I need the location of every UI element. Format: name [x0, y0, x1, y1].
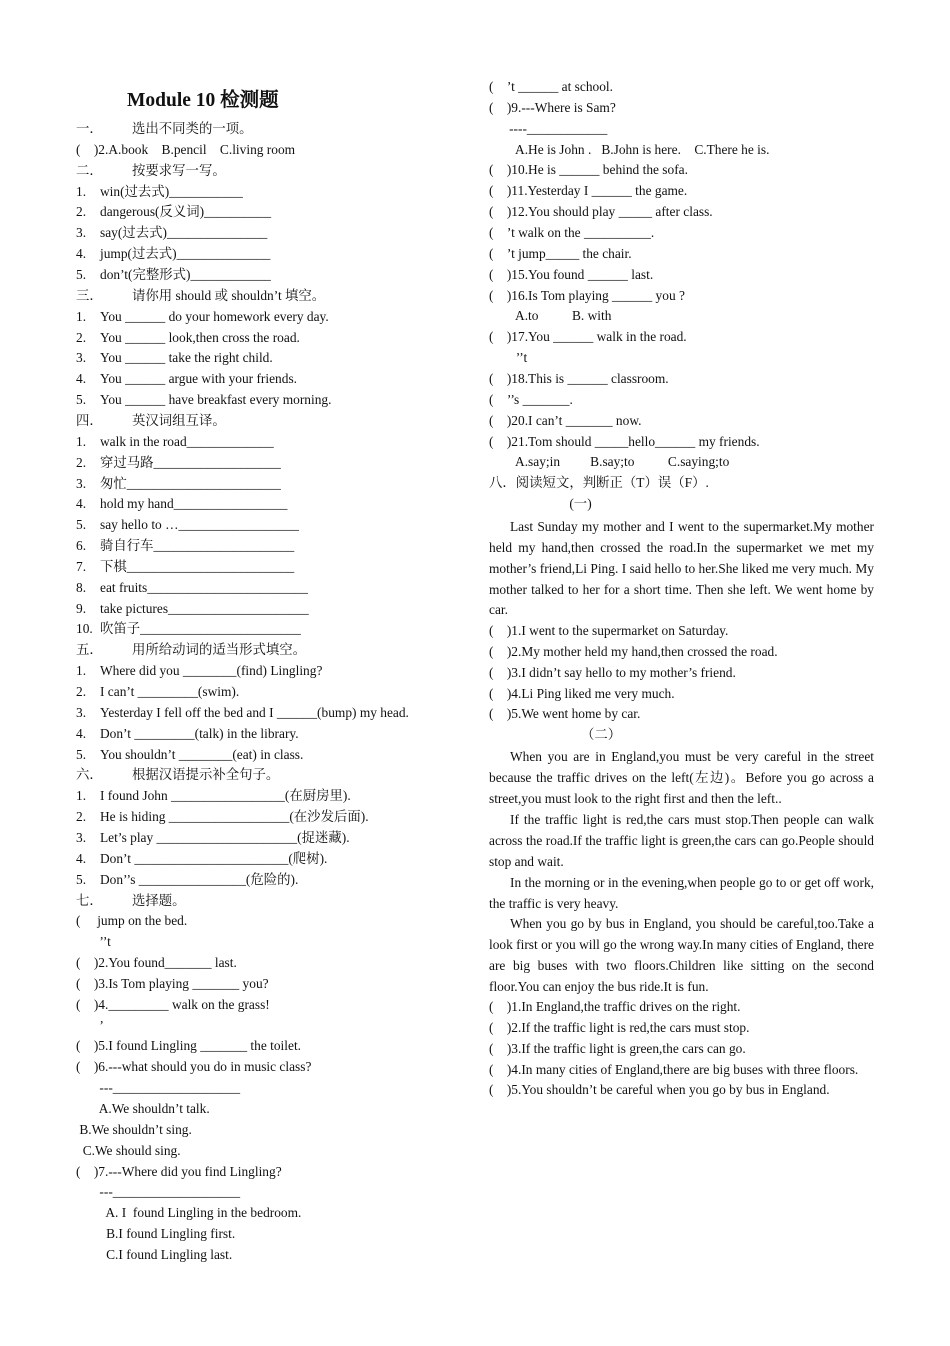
- question-item: 2. dangerous(反义词)__________: [76, 204, 272, 220]
- true-false-item: ( )5.You shouldn’t be careful when you go by bus in England.: [489, 1082, 830, 1098]
- question-line: ( )9.---Where is Sam?: [489, 99, 616, 115]
- question-line: ( )16.Is Tom playing ______ you ?: [489, 287, 685, 303]
- question-item: 2. You ______ look,then cross the road.: [76, 329, 300, 345]
- question-item: 1. walk in the road_____________: [76, 433, 274, 449]
- question-line: ( ’t ______ at school.: [489, 79, 613, 94]
- question-item: 1. Where did you ________(find) Lingling?: [76, 663, 323, 679]
- question-line: ( )20.I can’t _______ now.: [489, 412, 642, 428]
- question-line: ( )6.---what should you do in music class?: [76, 1059, 312, 1075]
- section-heading: 五． 用所给动词的适当形式填空。: [76, 642, 307, 658]
- question-line: A.to B. with: [489, 308, 612, 324]
- question-line: ( )18.This is ______ classroom.: [489, 370, 669, 386]
- true-false-item: ( )2.My mother held my hand,then crossed the road.: [489, 643, 778, 659]
- question-line: ( )17.You ______ walk in the road.: [489, 329, 687, 345]
- question-item: 4. hold my hand_________________: [76, 496, 288, 512]
- question-line: ( )2.A.book B.pencil C.living room: [76, 141, 296, 157]
- section-heading: 一． 选出不同类的一项。: [76, 121, 253, 136]
- question-line: A. I found Lingling in the bedroom.: [76, 1205, 302, 1221]
- question-line: ( )21.Tom should _____hello______ my friends.: [489, 433, 760, 449]
- section-heading: 七． 选择题。: [76, 892, 186, 908]
- true-false-item: ( )1.In England,the traffic drives on the right.: [489, 999, 741, 1014]
- question-item: 6. 骑自行车_____________________: [76, 538, 295, 553]
- question-line: ’’t: [489, 350, 528, 366]
- section-heading: 三． 请你用 should 或 shouldn’t 填空。: [76, 287, 326, 303]
- question-item: 5. You shouldn’t ________(eat) in class.: [76, 746, 304, 762]
- true-false-item: ( )3.I didn’t say hello to my mother’s friend.: [489, 664, 736, 680]
- question-line: ( )3.Is Tom playing _______ you?: [76, 975, 269, 991]
- question-item: 3. 匆忙_______________________: [76, 475, 281, 491]
- question-item: 3. Let’s play _____________________(捉迷藏).: [76, 829, 350, 845]
- question-item: 9. take pictures_____________________: [76, 600, 309, 616]
- question-line: C.I found Lingling last.: [76, 1246, 233, 1262]
- question-item: 3. say(过去式)_______________: [76, 225, 268, 241]
- question-item: 3. You ______ take the right child.: [76, 350, 273, 366]
- question-item: 2. I can’t _________(swim).: [76, 684, 240, 699]
- question-item: 5. You ______ have breakfast every morning.: [76, 392, 332, 408]
- question-item: 4. jump(过去式)______________: [76, 246, 271, 262]
- question-line: ( )15.You found ______ last.: [489, 266, 654, 282]
- question-line: A.We shouldn’t talk.: [76, 1101, 210, 1116]
- question-line: (一): [489, 496, 592, 511]
- section-heading: 四． 英汉词组互译。: [76, 412, 226, 428]
- true-false-item: ( )1.I went to the supermarket on Saturday.: [489, 623, 729, 638]
- question-line: ( )4._________ walk on the grass!: [76, 996, 270, 1012]
- passage-paragraph: When you go by bus in England, you should be careful,too.Take a look first or you will go the wrong way.In many cities of England, there are big buses with two floors.Children like sitting on the second floor.You can enjoy the bus ride.It is fun.: [489, 916, 874, 994]
- question-line: ( ’t walk on the __________.: [489, 225, 655, 240]
- question-line: ( ’t jump_____ the chair.: [489, 245, 632, 261]
- question-line: ( )12.You should play _____ after class.: [489, 204, 713, 220]
- passage-paragraph: When you are in England,you must be very careful in the street because the traffic drives on the left(左边)。Before you go across a street,you must look to the right first and then the left..: [489, 749, 874, 806]
- question-item: 1. I found John _________________(在厨房里).: [76, 788, 351, 804]
- question-line: ---___________________: [76, 1080, 241, 1096]
- question-line: ’: [76, 1017, 104, 1033]
- question-item: 1. win(过去式)___________: [76, 183, 243, 199]
- question-item: 3. Yesterday I fell off the bed and I ______(bump) my head.: [76, 704, 409, 720]
- reading-passage-1: Last Sunday my mother and I went to the supermarket.My mother held my hand,then crossed the road.In the supermarket we met my mother’s friend,Li Ping. I said hello to her.She liked me very much. My mother talked to her for a short time. Then she left. We went home by car.: [489, 519, 874, 618]
- question-line: ( jump on the bed.: [76, 913, 188, 929]
- passage-2-heading: （二）: [581, 727, 622, 742]
- question-line: C.We should sing.: [76, 1142, 181, 1158]
- true-false-item: ( )3.If the traffic light is green,the cars can go.: [489, 1040, 746, 1056]
- page-title: Module 10 检测题: [127, 90, 279, 111]
- passage-paragraph: If the traffic light is red,the cars must stop.Then people can walk across the road.If the traffic light is green,the cars can go.People should stop and wait.: [489, 812, 874, 869]
- question-line: B.I found Lingling first.: [76, 1226, 236, 1242]
- question-line: ( )5.I found Lingling _______ the toilet.: [76, 1038, 302, 1054]
- true-false-item: ( )4.In many cities of England,there are big buses with three floors.: [489, 1061, 859, 1077]
- question-item: 4. You ______ argue with your friends.: [76, 371, 298, 387]
- question-item: 1. You ______ do your homework every day.: [76, 308, 329, 324]
- question-line: ( ’’s _______.: [489, 391, 573, 407]
- question-item: 2. He is hiding __________________(在沙发后面).: [76, 809, 369, 825]
- question-line: ---___________________: [76, 1184, 241, 1200]
- question-line: ( )11.Yesterday I ______ the game.: [489, 183, 688, 199]
- question-line: ( )7.---Where did you find Lingling?: [76, 1163, 282, 1179]
- question-item: 10. 吹笛子________________________: [76, 621, 301, 637]
- question-line: ( )10.He is ______ behind the sofa.: [489, 162, 688, 178]
- question-item: 5. Don’’s ________________(危险的).: [76, 871, 299, 887]
- true-false-item: ( )5.We went home by car.: [489, 706, 641, 722]
- question-item: 8. eat fruits________________________: [76, 579, 308, 595]
- section-heading: 二． 按要求写一写。: [76, 162, 226, 178]
- question-line: A.say;in B.say;to C.saying;to: [489, 454, 730, 470]
- true-false-item: ( )4.Li Ping liked me very much.: [489, 685, 675, 701]
- question-line: ( )2.You found_______ last.: [76, 955, 237, 970]
- question-item: 5. don’t(完整形式)____________: [76, 267, 271, 282]
- question-line: ----____________: [489, 120, 608, 136]
- section-heading: 六． 根据汉语提示补全句子。: [76, 767, 280, 783]
- question-item: 4. Don’t _________(talk) in the library.: [76, 725, 299, 741]
- question-line: ’’t: [76, 934, 111, 950]
- question-item: 4. Don’t _______________________(爬树).: [76, 850, 328, 866]
- passage-paragraph: In the morning or in the evening,when people go to or get off work, the traffic is very heavy.: [489, 875, 874, 911]
- question-line: A.He is John . B.John is here. C.There he is.: [489, 141, 770, 157]
- question-line: B.We shouldn’t sing.: [76, 1121, 192, 1137]
- question-line: 八．阅读短文，判断正（T）误（F）.: [489, 475, 709, 491]
- question-item: 2. 穿过马路___________________: [76, 454, 281, 470]
- true-false-item: ( )2.If the traffic light is red,the cars must stop.: [489, 1019, 750, 1035]
- question-item: 7. 下棋_________________________: [76, 558, 295, 574]
- question-item: 5. say hello to …__________________: [76, 517, 299, 533]
